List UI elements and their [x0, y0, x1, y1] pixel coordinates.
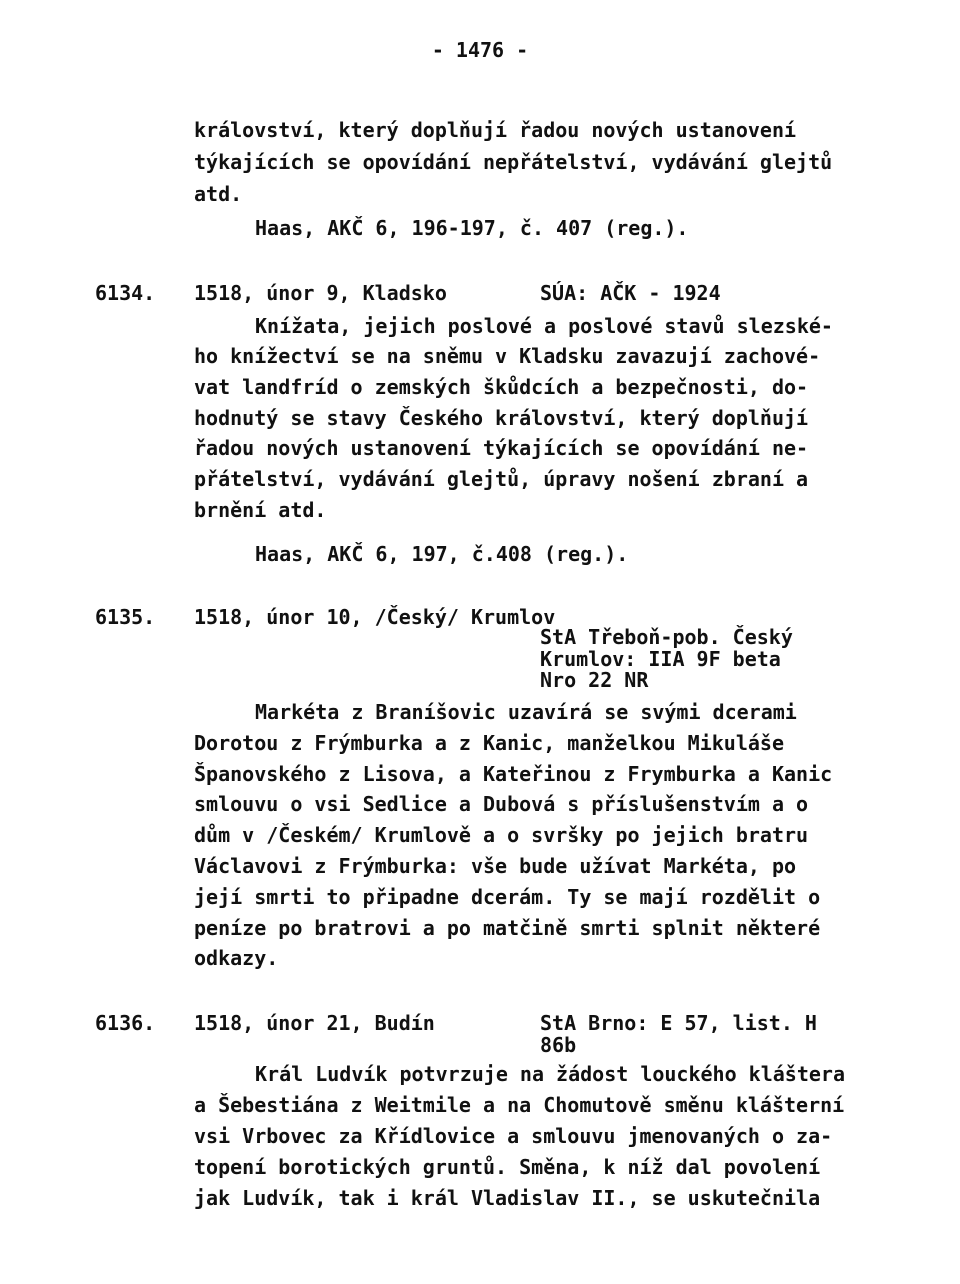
continuation-line: atd. — [194, 182, 243, 206]
entry-archive: Krumlov: IIA 9F beta — [540, 647, 781, 671]
entry-text-line: řadou nových ustanovení týkajících se opovídání ne- — [194, 436, 809, 460]
entry-text-line: vat landfríd o zemských škůdcích a bezpečnosti, do- — [194, 375, 809, 399]
entry-text-line: Markéta z Braníšovic uzavírá se svými dcerami — [255, 700, 797, 724]
entry-text-line: topení borotických gruntů. Směna, k níž dal povolení — [194, 1155, 821, 1179]
entry-archive: SÚA: AČK - 1924 — [540, 281, 721, 305]
entry-number: 6136. — [95, 1011, 156, 1035]
entry-number: 6135. — [95, 605, 156, 629]
entry-text-line: brnění atd. — [194, 498, 327, 522]
entry-date-place: 1518, únor 9, Kladsko — [194, 281, 447, 305]
entry-text-line: její smrti to připadne dcerám. Ty se mají rozdělit o — [194, 885, 821, 909]
entry-text-line: dům v /Českém/ Krumlově a o svršky po jejich bratru — [194, 823, 809, 847]
entry-text-line: jak Ludvík, tak i král Vladislav II., se uskutečnila — [194, 1186, 821, 1210]
entry-archive: Nro 22 NR — [540, 668, 649, 692]
continuation-line: království, který doplňují řadou nových ustanovení — [194, 118, 797, 142]
entry-text-line: vsi Vrbovec za Křídlovice a smlouvu jmenovaných o za- — [194, 1124, 833, 1148]
continuation-line: týkajících se opovídání nepřátelství, vydávání glejtů — [194, 150, 833, 174]
entry-text-line: smlouvu o vsi Sedlice a Dubová s příslušenstvím a o — [194, 792, 809, 816]
continuation-reference: Haas, AKČ 6, 196-197, č. 407 (reg.). — [255, 216, 689, 240]
page-number: - 1476 - — [431, 38, 529, 62]
entry-archive: 86b — [540, 1033, 577, 1057]
entry-text-line: Dorotou z Frýmburka a z Kanic, manželkou Mikuláše — [194, 731, 785, 755]
entry-reference: Haas, AKČ 6, 197, č.408 (reg.). — [255, 542, 629, 566]
entry-text-line: Španovského z Lisova, a Kateřinou z Frymburka a Kanic — [194, 762, 833, 786]
entry-text-line: Václavovi z Frýmburka: vše bude užívat Markéta, po — [194, 854, 797, 878]
entry-text-line: ho knížectví se na sněmu v Kladsku zavazují zachové- — [194, 344, 821, 368]
entry-archive: StA Brno: E 57, list. H — [540, 1011, 817, 1035]
entry-date-place: 1518, únor 10, /Český/ Krumlov — [194, 605, 556, 629]
entry-number: 6134. — [95, 281, 156, 305]
entry-archive: StA Třeboň-pob. Český — [540, 625, 793, 649]
entry-text-line: peníze po bratrovi a po matčině smrti splnit některé — [194, 916, 821, 940]
entry-text-line: a Šebestiána z Weitmile a na Chomutově směnu klášterní — [194, 1093, 845, 1117]
entry-text-line: Král Ludvík potvrzuje na žádost louckého kláštera — [255, 1062, 846, 1086]
entry-text-line: odkazy. — [194, 946, 279, 970]
entry-text-line: Knížata, jejich poslové a poslové stavů slezské- — [255, 314, 833, 338]
entry-date-place: 1518, únor 21, Budín — [194, 1011, 435, 1035]
entry-text-line: hodnutý se stavy Českého království, který doplňují — [194, 406, 809, 430]
entry-text-line: přátelství, vydávání glejtů, úpravy nošení zbraní a — [194, 467, 809, 491]
